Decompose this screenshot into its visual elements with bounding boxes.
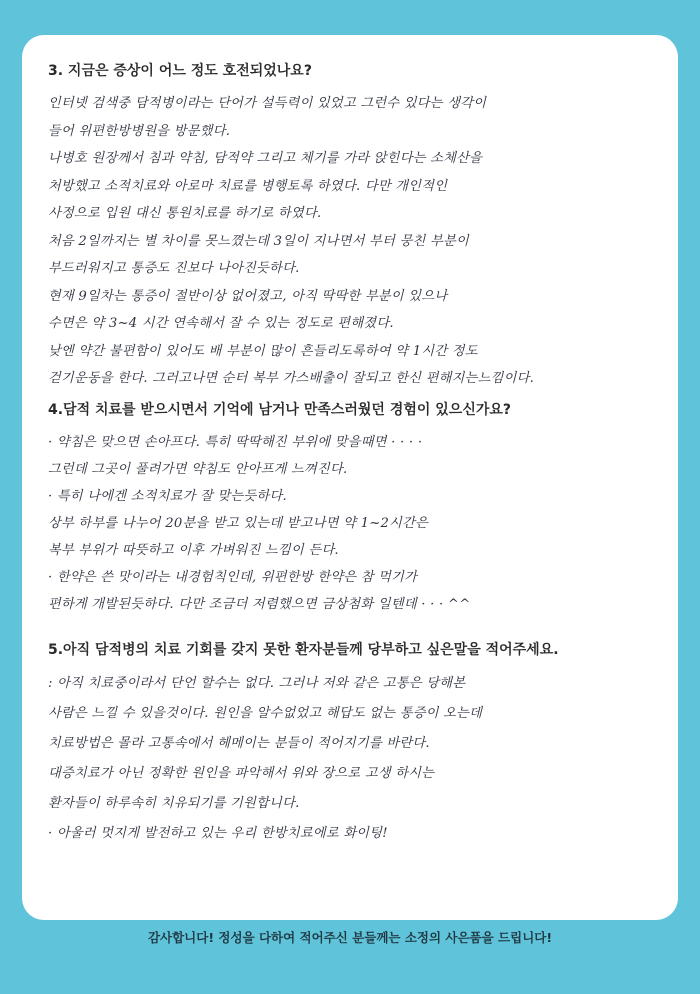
answer-line: 현재 9일차는 통증이 절반이상 없어졌고, 아직 딱딱한 부분이 있으나 xyxy=(48,288,448,304)
answer-line: · 아울러 멋지게 발전하고 있는 우리 한방치료에로 화이팅! xyxy=(48,826,388,841)
answer-line: 대증치료가 아닌 정확한 원인을 파악해서 위와 장으로 고생 하시는 xyxy=(48,766,435,781)
answer-line: · 한약은 쓴 맛이라는 내경험칙인데, 위편한방 한약은 참 먹기가 xyxy=(48,570,418,585)
answer-line: : 아직 치료중이라서 단언 할수는 없다. 그러나 저와 같은 고통은 당해본 xyxy=(48,676,466,691)
answer-line: 복부 부위가 따뜻하고 이후 가벼워진 느낌이 든다. xyxy=(48,543,339,558)
answer-line: 편하게 개발된듯하다. 다만 조금더 저렴했으면 금상첨화 일텐데 · · · ^^ xyxy=(48,597,471,612)
answer-line: 환자들이 하루속히 치유되기를 기원합니다. xyxy=(48,796,300,811)
footer-thanks: 감사합니다! 정성을 다하여 적어주신 분들께는 소정의 사은품을 드립니다! xyxy=(147,930,553,945)
answer-line: · 특히 나에겐 소적치료가 잘 맞는듯하다. xyxy=(48,489,287,504)
question-section-5 xyxy=(48,639,658,849)
question-heading: 4.담적 치료를 받으시면서 기억에 남거나 만족스러웠던 경험이 있으신가요? xyxy=(48,402,512,418)
question-section-3 xyxy=(48,60,658,393)
answer-line: · 약침은 맞으면 손아프다. 특히 딱딱해진 부위에 맞을때면 · · · · xyxy=(48,435,423,450)
answer-line: 나병호 원장께서 침과 약침, 담적약 그리고 체기를 가라 앉힌다는 소체산을 xyxy=(48,151,483,166)
answer-line: 그런데 그곳이 풀려가면 약침도 안아프게 느껴진다. xyxy=(48,462,348,477)
answer-line: 걷기운동을 한다. 그러고나면 순터 복부 가스배출이 잘되고 한신 편해지는느낌이다. xyxy=(48,371,535,386)
answer-line: 낮엔 약간 불편함이 있어도 배 부분이 많이 흔들리도록하여 약 1시간 정도 xyxy=(48,343,478,359)
answer-line: 인터넷 검색중 담적병이라는 단어가 설득력이 있었고 그런수 있다는 생각이 xyxy=(48,96,487,111)
answer-line: 수면은 약 3~4 시간 연속해서 잘 수 있는 정도로 편해졌다. xyxy=(48,316,394,331)
handwritten-answer xyxy=(48,669,658,849)
answer-line: 처음 2일까지는 별 차이를 못느꼈는데 3일이 지나면서 부터 뭉친 부분이 xyxy=(48,233,469,249)
handwritten-answer xyxy=(48,90,658,393)
answer-line: 치료방법은 몰라 고통속에서 헤메이는 분들이 적어지기를 바란다. xyxy=(48,736,430,751)
question-heading: 5.아직 담적병의 치료 기회를 갖지 못한 환자분들께 당부하고 싶은말을 적어주세요. xyxy=(48,642,559,658)
survey-sheet xyxy=(22,35,678,920)
answer-line: 부드러워지고 통증도 진보다 나아진듯하다. xyxy=(48,261,300,276)
handwritten-answer xyxy=(48,429,658,618)
answer-line: 상부 하부를 나누어 20분을 받고 있는데 받고나면 약 1~2시간은 xyxy=(48,516,429,531)
answer-line: 사정으로 입원 대신 통원치료를 하기로 하였다. xyxy=(48,206,322,221)
question-section-4 xyxy=(48,399,658,618)
question-heading: 3. 지금은 증상이 어느 정도 호전되었나요? xyxy=(48,63,312,79)
answer-line: 사람은 느낄 수 있을것이다. 원인을 알수없었고 해답도 없는 통증이 오는데 xyxy=(48,706,483,721)
answer-line: 처방했고 소적치료와 아로마 치료를 병행토록 하였다. 다만 개인적인 xyxy=(48,178,448,194)
answer-line: 들어 위편한방병원을 방문했다. xyxy=(48,123,231,139)
